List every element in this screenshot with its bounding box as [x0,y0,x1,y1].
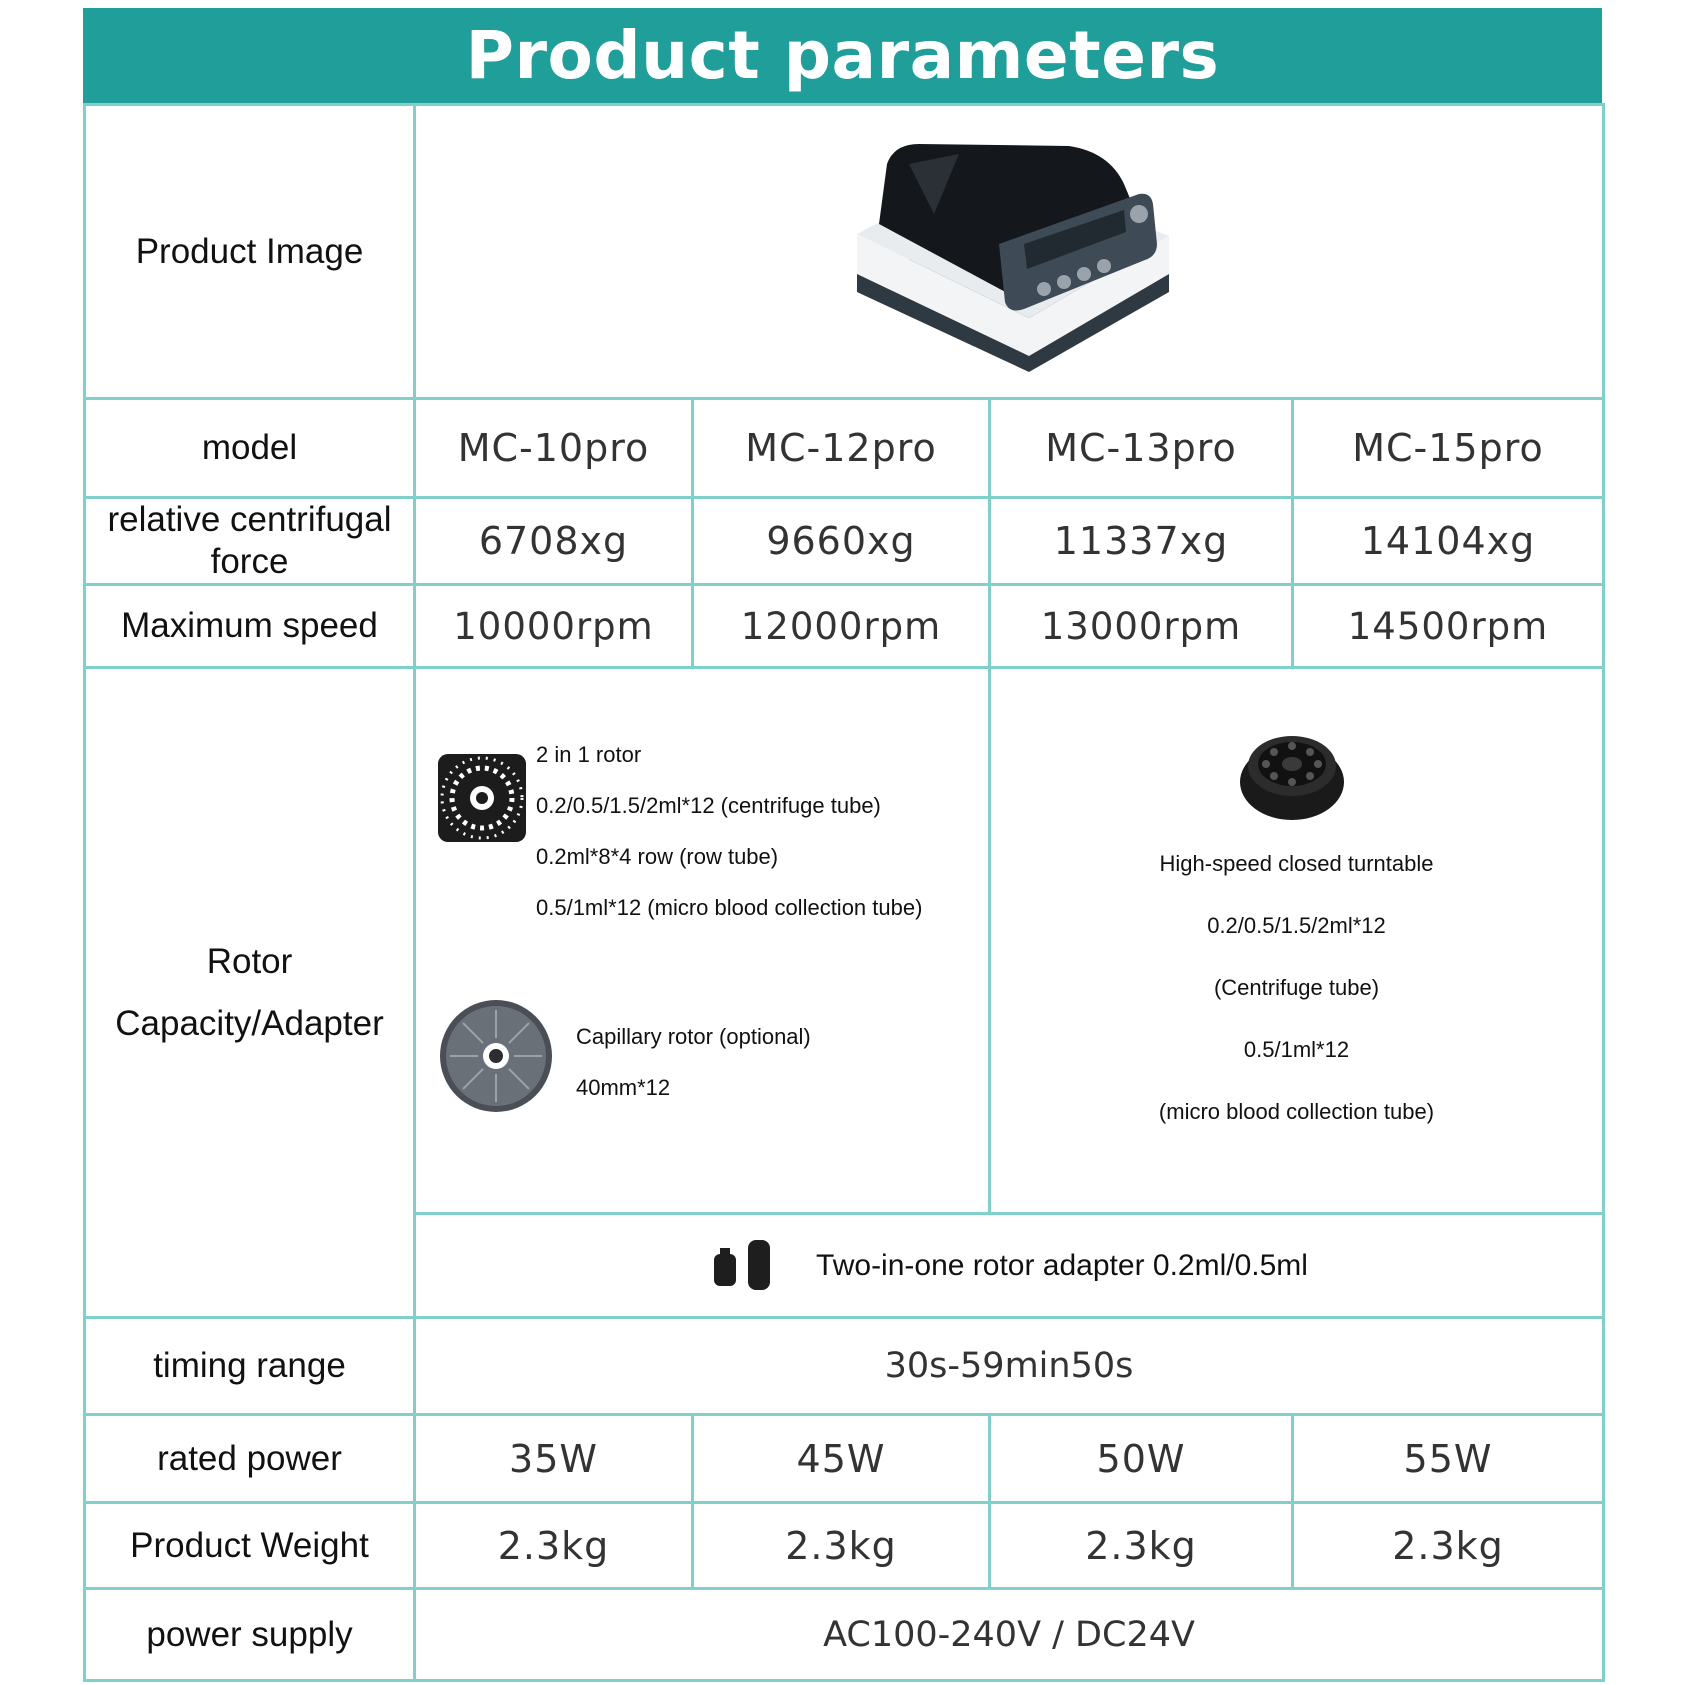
timing-value: 30s-59min50s [415,1318,1604,1415]
high-speed-rotor-icon [1236,724,1348,824]
adapter-cell [415,1214,1604,1318]
speed-cell: 12000rpm [693,585,990,668]
label-rcf: relative centrifugal force [85,498,415,585]
power-cell: 55W [1293,1415,1604,1503]
model-cell: MC-12pro [693,399,990,498]
row-product-image [85,105,1604,399]
supply-value: AC100-240V / DC24V [415,1589,1604,1681]
page-title: Product parameters [465,17,1220,94]
rcf-cell: 14104xg [1293,498,1604,585]
rotor-left-cell [415,668,990,1214]
rotor-right-line: (Centrifuge tube) [1213,975,1380,1000]
speed-cell: 14500rpm [1293,585,1604,668]
speed-cell: 13000rpm [990,585,1293,668]
rotor-right-cell [990,668,1604,1214]
row-speed [85,585,1604,668]
weight-cell: 2.3kg [990,1503,1293,1589]
model-cell: MC-13pro [990,399,1293,498]
row-rotor [85,668,1604,1214]
capillary-rotor-icon [438,998,554,1114]
rotor-left-line: 2 in 1 rotor [536,742,642,767]
capillary-line: Capillary rotor (optional) [576,1024,811,1049]
rcf-cell: 6708xg [415,498,693,585]
weight-cell: 2.3kg [1293,1503,1604,1589]
weight-cell: 2.3kg [693,1503,990,1589]
rcf-cell: 9660xg [693,498,990,585]
rcf-cell: 11337xg [990,498,1293,585]
adapter-text: Two-in-one rotor adapter 0.2ml/0.5ml [816,1248,1308,1282]
label-weight: Product Weight [85,1503,415,1589]
label-timing: timing range [85,1318,415,1415]
row-rcf [85,498,1604,585]
two-in-one-rotor-icon [434,750,530,846]
rotor-right-line: High-speed closed turntable [1159,851,1434,876]
power-cell: 35W [415,1415,693,1503]
parameters-table [83,103,1605,1682]
row-supply [85,1589,1604,1681]
rotor-right-line: 0.5/1ml*12 [1243,1037,1350,1062]
weight-cell: 2.3kg [415,1503,693,1589]
label-speed: Maximum speed [85,585,415,668]
row-timing [85,1318,1604,1415]
capillary-line: 40mm*12 [576,1075,671,1100]
label-supply: power supply [85,1589,415,1681]
speed-cell: 10000rpm [415,585,693,668]
label-rotor-line2: Capacity/Adapter [115,1003,384,1043]
power-cell: 50W [990,1415,1293,1503]
row-power [85,1415,1604,1503]
label-product-image: Product Image [85,105,415,399]
rotor-left-line: 0.2ml*8*4 row (row tube) [536,844,779,869]
model-cell: MC-10pro [415,399,693,498]
rotor-adapter-icon [710,1236,780,1296]
label-rotor-line1: Rotor [206,942,293,982]
model-cell: MC-15pro [1293,399,1604,498]
product-image-cell [415,105,1604,399]
title-banner [83,8,1602,103]
row-weight [85,1503,1604,1589]
label-power: rated power [85,1415,415,1503]
power-cell: 45W [693,1415,990,1503]
rotor-left-line: 0.2/0.5/1.5/2ml*12 (centrifuge tube) [536,793,881,818]
rotor-right-line: (micro blood collection tube) [1158,1099,1435,1124]
centrifuge-product-image [839,124,1179,374]
label-model: model [85,399,415,498]
rotor-right-line: 0.2/0.5/1.5/2ml*12 [1207,913,1386,938]
label-rotor [85,668,415,1318]
row-model [85,399,1604,498]
rotor-left-line: 0.5/1ml*12 (micro blood collection tube) [536,895,923,920]
